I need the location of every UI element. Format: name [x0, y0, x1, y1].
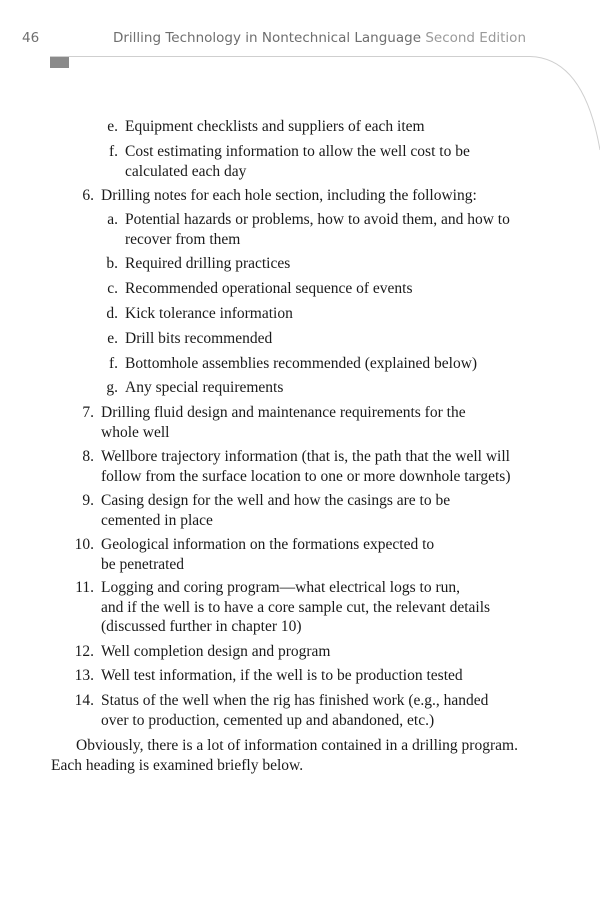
list-item-text: Cost estimating information to allow the well cost to be [125, 143, 470, 160]
list-marker: 13. [74, 667, 94, 684]
list-item-f [108, 142, 470, 181]
list-marker: 14. [74, 692, 94, 709]
paragraph-line [51, 756, 518, 776]
page-corner-curve [520, 56, 600, 156]
list-item-text: Potential hazards or problems, how to avoid them, and how to [125, 211, 510, 228]
list-marker: f. [108, 355, 118, 372]
list-marker: 6. [82, 187, 94, 204]
list-item-text: follow from the surface location to one or more downhole targets) [101, 467, 511, 485]
list-item-c [107, 279, 413, 299]
list-item-b [106, 254, 291, 274]
list-item-text: be penetrated [101, 555, 185, 573]
list-marker: g. [106, 379, 118, 396]
list-item-14 [74, 691, 489, 730]
paragraph-text: Each heading is examined briefly below. [51, 756, 304, 774]
list-item-text: Logging and coring program—what electrical logs to run, [101, 579, 460, 596]
list-item-d [106, 304, 293, 324]
list-item-6 [82, 186, 477, 206]
list-item-text: Well test information, if the well is to be production tested [101, 667, 463, 684]
list-item-e [107, 329, 273, 349]
list-item-text: over to production, cemented up and abandoned, etc.) [101, 711, 435, 729]
edition-label: Second Edition [425, 30, 526, 46]
list-item-text: Geological information on the formations expected to [101, 536, 435, 553]
list-marker: 8. [82, 448, 94, 465]
list-item-12 [74, 642, 331, 662]
list-marker: 11. [75, 579, 94, 596]
list-item-13 [74, 666, 463, 686]
list-item-text: Drilling fluid design and maintenance requirements for the [101, 404, 466, 421]
list-marker: b. [106, 255, 118, 272]
list-marker: 12. [74, 643, 94, 660]
list-marker: 9. [82, 492, 94, 509]
list-item-text: whole well [101, 423, 170, 441]
list-item-text: Equipment checklists and suppliers of each item [125, 118, 425, 135]
list-marker: e. [107, 330, 118, 347]
list-item-g [106, 378, 284, 398]
list-item-8 [82, 447, 511, 486]
book-title: Drilling Technology in Nontechnical Language [112, 30, 422, 46]
list-item-text: cemented in place [101, 511, 213, 529]
page-number: 46 [22, 30, 40, 46]
thumb-tab-marker [50, 57, 69, 68]
paragraph-line [51, 736, 518, 756]
list-item-text: Status of the well when the rig has finished work (e.g., handed [101, 692, 489, 709]
list-marker: 7. [82, 404, 94, 421]
closing-paragraph [51, 736, 518, 775]
list-marker: e. [107, 118, 118, 135]
list-item-text: Recommended operational sequence of events [125, 280, 413, 297]
list-item-text: Kick tolerance information [125, 305, 293, 322]
list-item-text: Required drilling practices [125, 255, 291, 272]
list-item-e [107, 117, 425, 137]
list-item-10 [74, 535, 435, 574]
list-item-9 [82, 491, 451, 530]
list-marker: c. [107, 280, 118, 297]
list-item-text: Bottomhole assemblies recommended (explained below) [125, 355, 478, 372]
list-item-text: and if the well is to have a core sample cut, the relevant details [101, 598, 491, 616]
list-marker: d. [106, 305, 118, 322]
list-item-text: Well completion design and program [101, 643, 331, 660]
list-item-7 [82, 403, 466, 442]
list-item-text: calculated each day [125, 162, 247, 180]
list-item-a [107, 210, 510, 249]
list-item-text: Wellbore trajectory information (that is, the path that the well will [101, 448, 510, 465]
list-item-11 [75, 578, 491, 637]
running-head [113, 30, 526, 46]
list-item-f [108, 354, 478, 374]
list-marker: 10. [74, 536, 94, 553]
list-item-text: Drill bits recommended [125, 330, 273, 347]
list-item-text: (discussed further in chapter 10) [101, 618, 302, 635]
paragraph-text: Obviously, there is a lot of information contained in a drilling program. [76, 737, 518, 754]
header-rule [50, 56, 530, 57]
list-item-text: Any special requirements [125, 379, 284, 396]
list-marker: a. [107, 211, 118, 228]
list-marker: f. [108, 143, 118, 160]
list-item-text: recover from them [125, 230, 241, 248]
list-item-text: Casing design for the well and how the casings are to be [101, 492, 451, 509]
list-item-text: Drilling notes for each hole section, including the following: [101, 187, 477, 204]
